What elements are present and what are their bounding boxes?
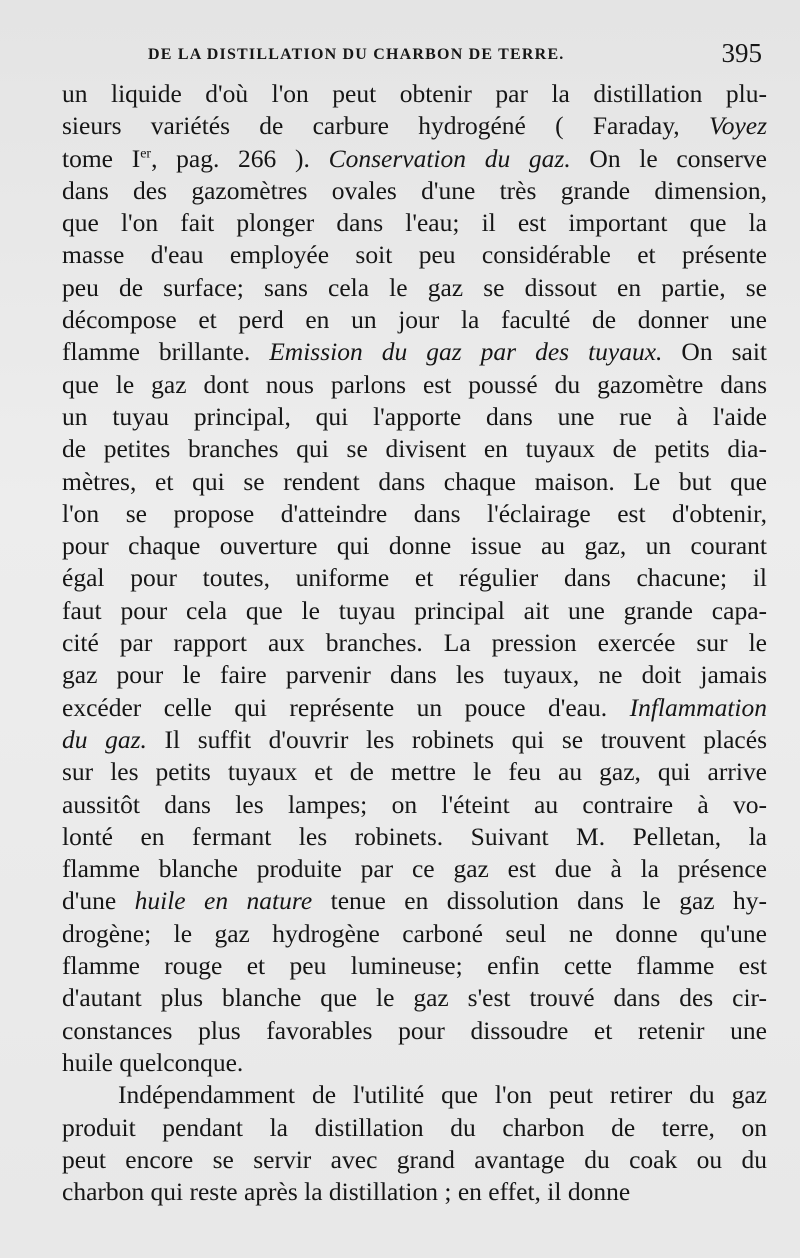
text-span: mètres, et qui se rendent dans chaque maison. Le but que <box>62 466 767 496</box>
text-line <box>62 659 767 691</box>
text-line <box>62 272 767 304</box>
text-line <box>62 1047 767 1079</box>
text-line <box>62 239 767 271</box>
text-line <box>62 595 767 627</box>
text-span: dans des gazomètres ovales d'une très grande dimension, <box>62 175 767 205</box>
text-span: un tuyau principal, qui l'apporte dans une rue à l'aide <box>62 401 767 431</box>
text-span: flamme blanche produite par ce gaz est due à la présence <box>62 854 767 884</box>
text-line <box>62 304 767 336</box>
text-line <box>62 466 767 498</box>
text-span: flamme brillante. <box>62 337 270 367</box>
text-line <box>62 530 767 562</box>
running-head: DE LA DISTILLATION DU CHARBON DE TERRE. <box>148 46 565 63</box>
text-span: lonté en fermant les robinets. Suivant M. Pelletan, la <box>62 821 767 851</box>
italic-text: Emission du gaz par des tuyaux. <box>269 337 663 367</box>
text-line <box>62 627 767 659</box>
text-span: d'autant plus blanche que le gaz s'est trouvé dans des cir- <box>62 983 767 1013</box>
text-span: de petites branches qui se divisent en tuyaux de petits dia- <box>62 434 767 464</box>
text-line <box>62 498 767 530</box>
text-span: masse d'eau employée soit peu considérable et présente <box>62 240 767 270</box>
text-span: charbon qui reste après la distillation ; en effet, il donne <box>62 1177 631 1207</box>
text-span: pour chaque ouverture qui donne issue au gaz, un courant <box>62 531 767 561</box>
text-span: constances plus favorables pour dissoudre et retenir une <box>62 1015 767 1045</box>
text-span: tenue en dissolution dans le gaz hy- <box>312 886 768 916</box>
text-span: décompose et perd en un jour la faculté de donner une <box>62 305 767 335</box>
text-span: que l'on fait plonger dans l'eau; il est important que la <box>62 208 767 238</box>
text-span: peu de surface; sans cela le gaz se dissout en partie, se <box>62 272 767 302</box>
text-line <box>62 885 767 917</box>
italic-text: Conservation du gaz. <box>328 143 571 173</box>
text-span: , pag. 266 ). <box>151 143 329 173</box>
text-line <box>62 1144 767 1176</box>
text-line <box>62 950 767 982</box>
text-line <box>62 369 767 401</box>
text-span: gaz pour le faire parvenir dans les tuyaux, ne doit jamais <box>62 660 767 690</box>
text-span: tome I <box>62 143 141 173</box>
italic-text: Voyez <box>708 111 767 141</box>
text-line <box>62 433 767 465</box>
text-line <box>62 982 767 1014</box>
text-span: excéder celle qui représente un pouce d'eau. <box>62 692 630 722</box>
text-line <box>62 110 767 142</box>
body-text <box>62 78 767 1208</box>
text-line <box>62 336 767 368</box>
text-line <box>62 143 767 175</box>
text-span: drogène; le gaz hydrogène carboné seul ne donne qu'une <box>62 918 767 948</box>
text-span: un liquide d'où l'on peut obtenir par la distillation plu- <box>62 79 767 108</box>
text-line <box>62 78 767 110</box>
text-span: d'une <box>62 886 135 916</box>
text-span: On sait <box>662 337 767 367</box>
text-span: sur les petits tuyaux et de mettre le feu au gaz, qui arrive <box>62 757 767 787</box>
text-span: faut pour cela que le tuyau principal ait une grande capa- <box>62 595 767 625</box>
text-line <box>62 821 767 853</box>
text-span: cité par rapport aux branches. La pression exercée sur le <box>62 628 767 658</box>
text-span: produit pendant la distillation du charbon de terre, on <box>62 1112 767 1142</box>
text-line <box>62 401 767 433</box>
text-span: aussitôt dans les lampes; on l'éteint au contraire à vo- <box>62 789 767 819</box>
text-line <box>62 175 767 207</box>
text-line <box>62 789 767 821</box>
italic-text: Inflammation <box>629 692 767 722</box>
page-number: 395 <box>721 38 762 68</box>
text-line <box>62 562 767 594</box>
text-line <box>62 207 767 239</box>
text-span: On le conserve <box>570 143 767 173</box>
text-line <box>62 1176 767 1208</box>
text-span: peut encore se servir avec grand avantage du coak ou du <box>62 1144 767 1174</box>
text-line <box>62 918 767 950</box>
text-line <box>62 692 767 724</box>
text-line <box>62 1079 767 1111</box>
text-span: flamme rouge et peu lumineuse; enfin cette flamme est <box>62 951 767 981</box>
text-span: Il suffit d'ouvrir les robinets qui se trouvent placés <box>146 724 767 754</box>
text-span: que le gaz dont nous parlons est poussé du gazomètre dans <box>62 369 767 399</box>
superscript-text: er <box>140 146 152 162</box>
text-span: sieurs variétés de carbure hydrogéné ( Faraday, <box>62 111 709 141</box>
text-line <box>62 1015 767 1047</box>
text-line <box>62 756 767 788</box>
text-span: huile quelconque. <box>62 1047 244 1077</box>
italic-text: huile en nature <box>134 886 313 916</box>
italic-text: du gaz. <box>62 724 147 754</box>
text-line <box>62 1112 767 1144</box>
text-line <box>62 853 767 885</box>
text-span: l'on se propose d'atteindre dans l'éclairage est d'obtenir, <box>62 498 767 528</box>
text-span: égal pour toutes, uniforme et régulier dans chacune; il <box>62 563 767 593</box>
text-span: Indépendamment de l'utilité que l'on peut retirer du gaz <box>118 1080 767 1110</box>
page-header <box>148 38 768 74</box>
text-line <box>62 724 767 756</box>
